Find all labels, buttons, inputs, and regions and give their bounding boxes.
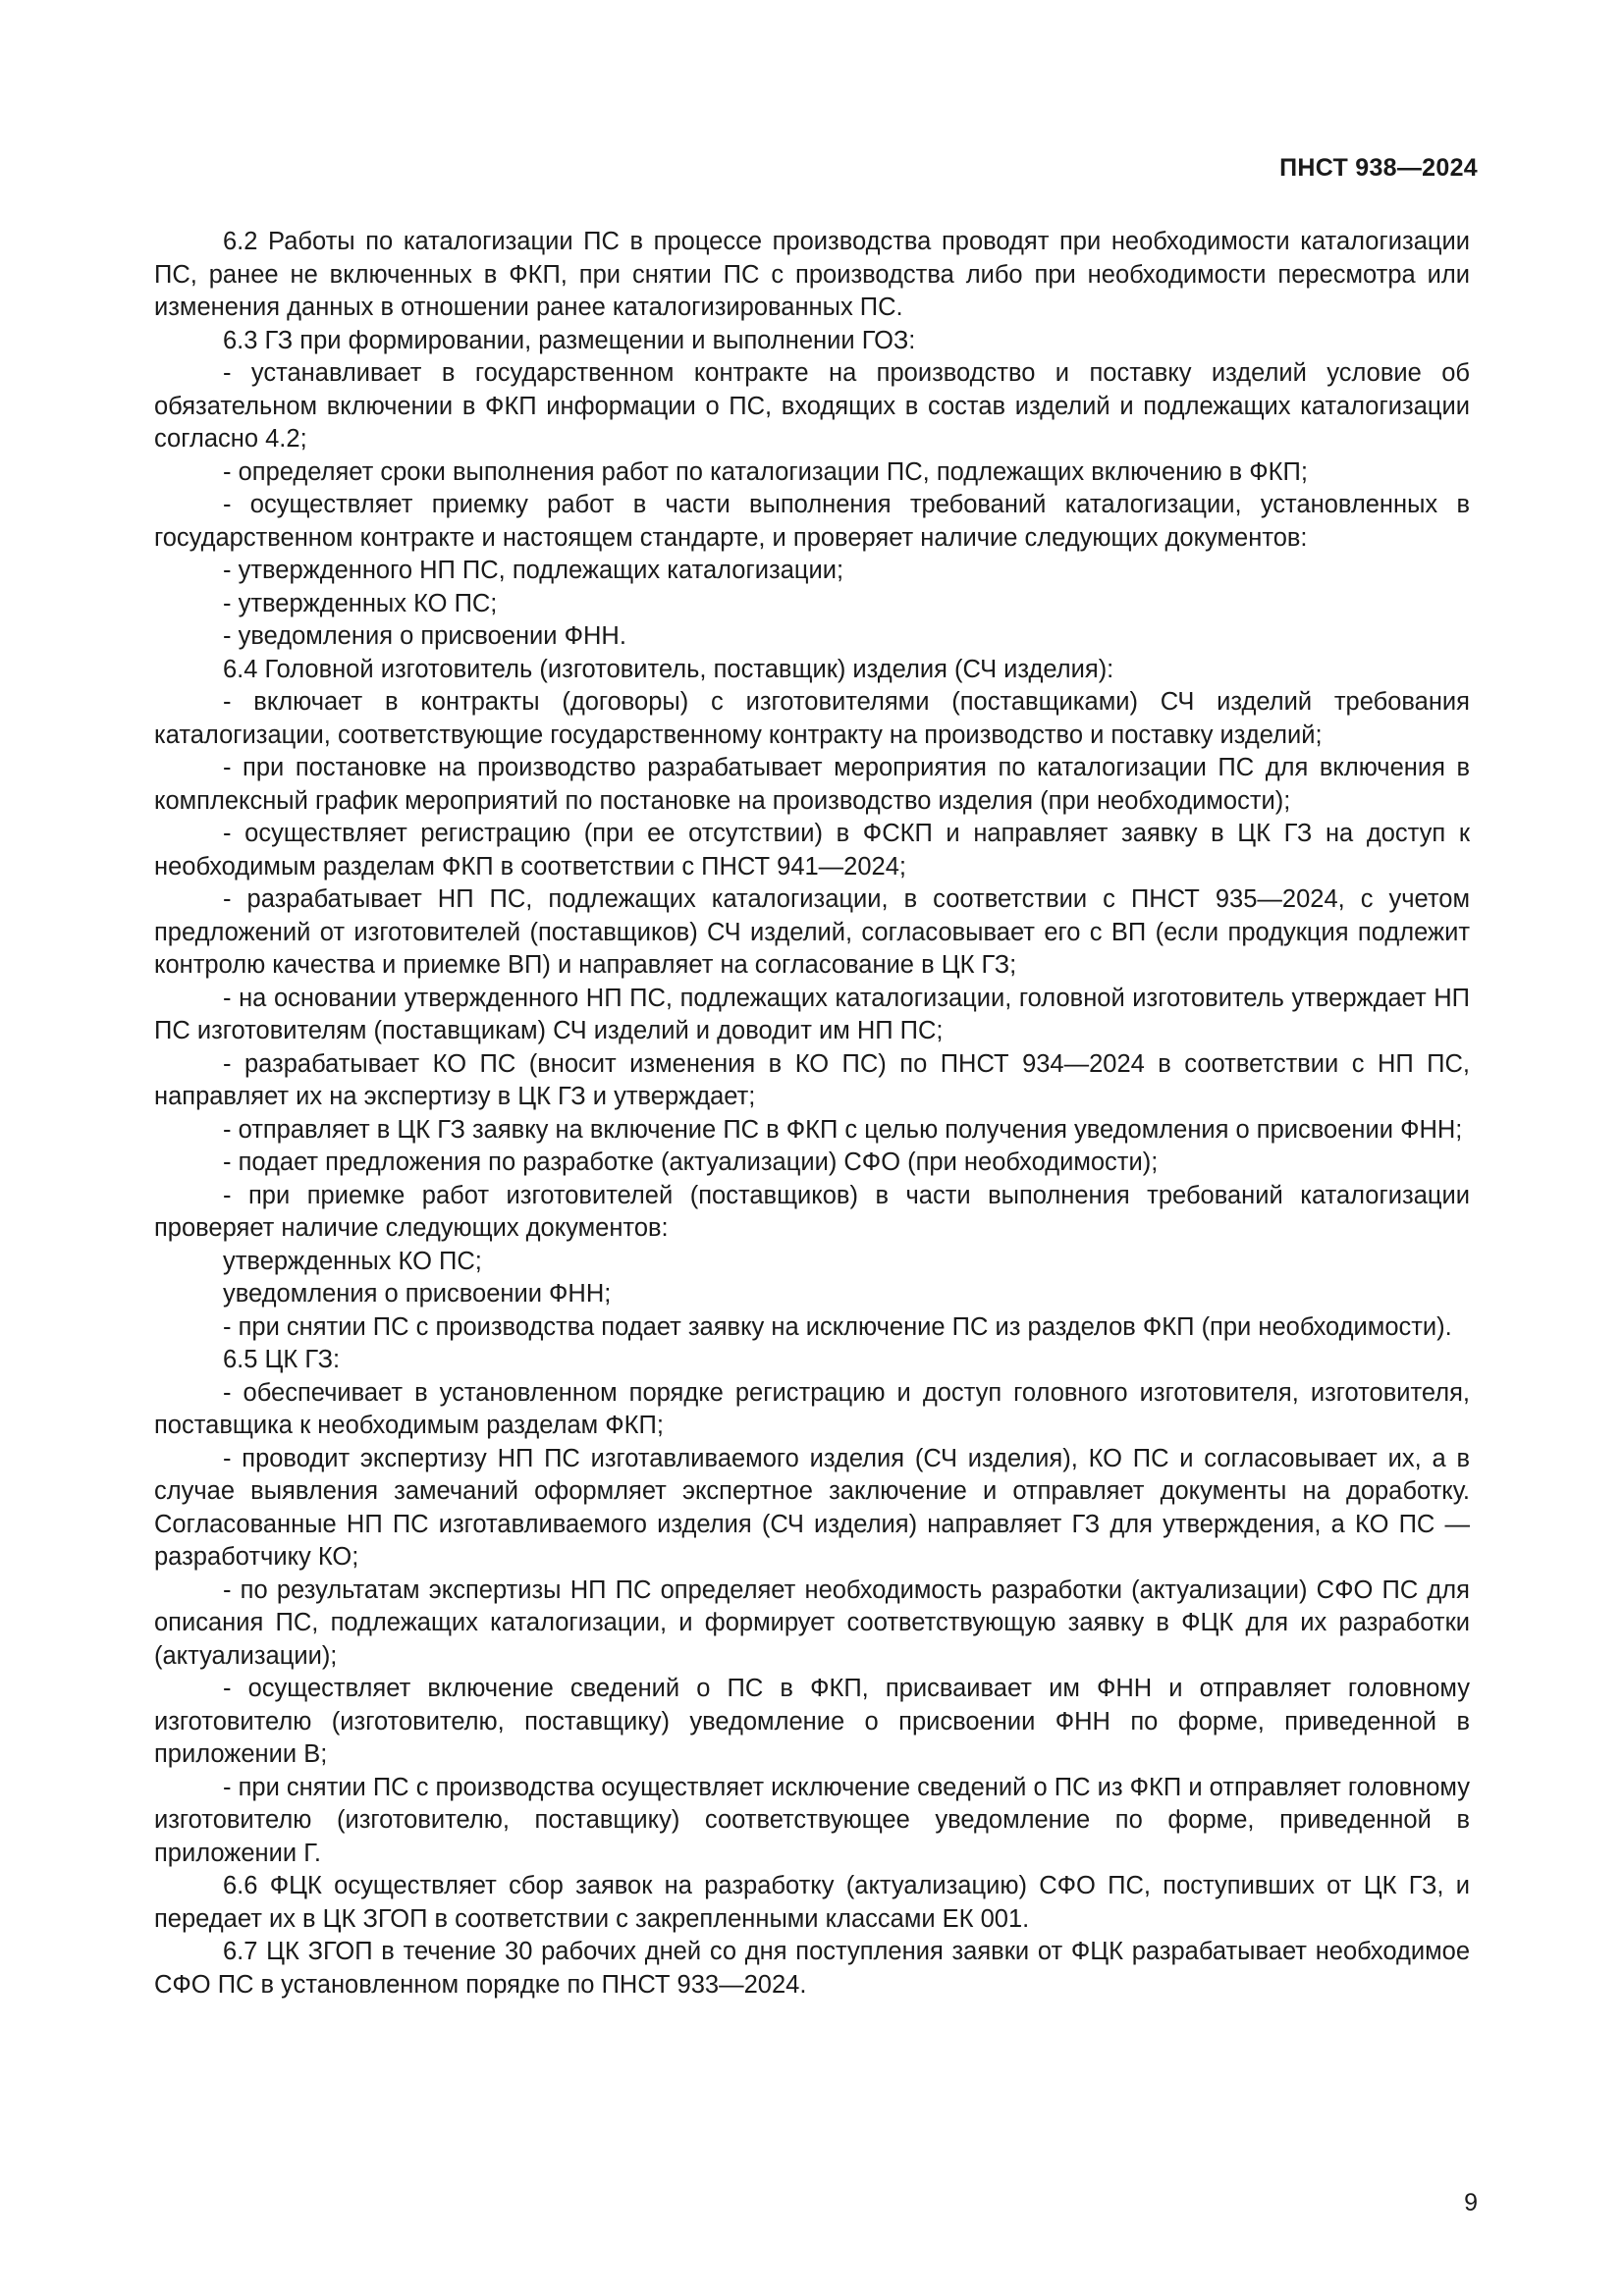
- list-item: - разрабатывает НП ПС, подлежащих каталогизации, в соответствии с ПНСТ 935—2024, с учетом предложений от изготовителей (поставщиков) СЧ изделий, согласовывает его с ВП (если продукция подлежит контролю качества и приемке ВП) и направляет на согласование в ЦК ГЗ;: [154, 885, 1470, 979]
- list-item: - при постановке на производство разрабатывает мероприятия по каталогизации ПС для включения в комплексный график мероприятий по постановке на производство изделия (при необходимости);: [154, 754, 1470, 815]
- list-item: - при приемке работ изготовителей (поставщиков) в части выполнения требований каталогизации проверяет наличие следующих документов:: [154, 1181, 1470, 1242]
- list-item: - определяет сроки выполнения работ по каталогизации ПС, подлежащих включению в ФКП;: [223, 457, 1308, 486]
- list-item: - подает предложения по разработке (актуализации) СФО (при необходимости);: [223, 1148, 1159, 1176]
- list-item: - при снятии ПС с производства подает заявку на исключение ПС из разделов ФКП (при необходимости).: [223, 1312, 1452, 1341]
- list-item: - разрабатывает КО ПС (вносит изменения в КО ПС) по ПНСТ 934—2024 в соответствии с НП ПС, направляет их на экспертизу в ЦК ГЗ и утверждает;: [154, 1049, 1470, 1110]
- list-item: - включает в контракты (договоры) с изготовителями (поставщиками) СЧ изделий требования каталогизации, соответствующие государственному контракту на производство и поставку изделий;: [154, 688, 1470, 749]
- paragraph-6-6: 6.6 ФЦК осуществляет сбор заявок на разработку (актуализацию) СФО ПС, поступивших от ЦК ГЗ, и передает их в ЦК ЗГОП в соответствии с закрепленными классами ЕК 001.: [154, 1872, 1470, 1933]
- paragraph-6-7: 6.7 ЦК ЗГОП в течение 30 рабочих дней со дня поступления заявки от ФЦК разрабатывает необходимое СФО ПС в установленном порядке по ПНСТ 933—2024.: [154, 1938, 1470, 1999]
- paragraph-6-4: 6.4 Головной изготовитель (изготовитель, поставщик) изделия (СЧ изделия):: [223, 655, 1114, 683]
- paragraph-6-3: 6.3 ГЗ при формировании, размещении и выполнении ГОЗ:: [223, 326, 916, 354]
- list-item: - утвержденных КО ПС;: [223, 589, 498, 617]
- list-item: - осуществляет приемку работ в части выполнения требований каталогизации, установленных в государственном контракте и настоящем стандарте, и проверяет наличие следующих документов:: [154, 491, 1470, 552]
- list-item: - осуществляет регистрацию (при ее отсутствии) в ФСКП и направляет заявку в ЦК ГЗ на доступ к необходимым разделам ФКП в соответствии с ПНСТ 941—2024;: [154, 820, 1470, 881]
- list-item: - уведомления о присвоении ФНН.: [223, 622, 626, 650]
- list-item: уведомления о присвоении ФНН;: [223, 1280, 612, 1308]
- list-item: утвержденных КО ПС;: [223, 1247, 482, 1275]
- list-item: - устанавливает в государственном контракте на производство и поставку изделий условие об обязательном включении в ФКП информации о ПС, входящих в состав изделий и подлежащих каталогизации согласно 4.2;: [154, 359, 1470, 453]
- list-item: - на основании утвержденного НП ПС, подлежащих каталогизации, головной изготовитель утверждает НП ПС изготовителям (поставщикам) СЧ изделий и доводит им НП ПС;: [154, 984, 1470, 1044]
- paragraph-6-2: 6.2 Работы по каталогизации ПС в процессе производства проводят при необходимости каталогизации ПС, ранее не включенных в ФКП, при снятии ПС с производства либо при необходимости пересмотра или изменения данных в отношении ранее каталогизированных ПС.: [154, 228, 1470, 321]
- list-item: - отправляет в ЦК ГЗ заявку на включение ПС в ФКП с целью получения уведомления о присвоении ФНН;: [223, 1115, 1463, 1144]
- document-header-id: ПНСТ 938—2024: [1279, 154, 1478, 182]
- list-item: - при снятии ПС с производства осуществляет исключение сведений о ПС из ФКП и отправляет головному изготовителю (изготовителю, поставщику) соответствующее уведомление по форме, приведенной в приложении Г.: [154, 1773, 1470, 1867]
- document-body: [154, 226, 1470, 2002]
- list-item: - утвержденного НП ПС, подлежащих каталогизации;: [223, 557, 844, 584]
- list-item: - по результатам экспертизы НП ПС определяет необходимость разработки (актуализации) СФО ПС для описания ПС, подлежащих каталогизации, и формирует соответствующую заявку в ФЦК для их разработки (актуализации);: [154, 1575, 1470, 1670]
- paragraph-6-5: 6.5 ЦК ГЗ:: [223, 1346, 341, 1373]
- list-item: - проводит экспертизу НП ПС изготавливаемого изделия (СЧ изделия), КО ПС и согласовывает их, а в случае выявления замечаний оформляет экспертное заключение и отправляет документы на доработку. Согласованные НП ПС изготавливаемого изделия (СЧ изделия) направляет ГЗ для утверждения, а КО ПС — разработчику КО;: [154, 1444, 1470, 1571]
- list-item: - осуществляет включение сведений о ПС в ФКП, присваивает им ФНН и отправляет головному изготовителю (изготовителю, поставщику) уведомление о присвоении ФНН по форме, приведенной в приложении В;: [154, 1675, 1470, 1768]
- list-item: - обеспечивает в установленном порядке регистрацию и доступ головного изготовителя, изготовителя, поставщика к необходимым разделам ФКП;: [154, 1378, 1470, 1439]
- page-number: 9: [1464, 2189, 1478, 2216]
